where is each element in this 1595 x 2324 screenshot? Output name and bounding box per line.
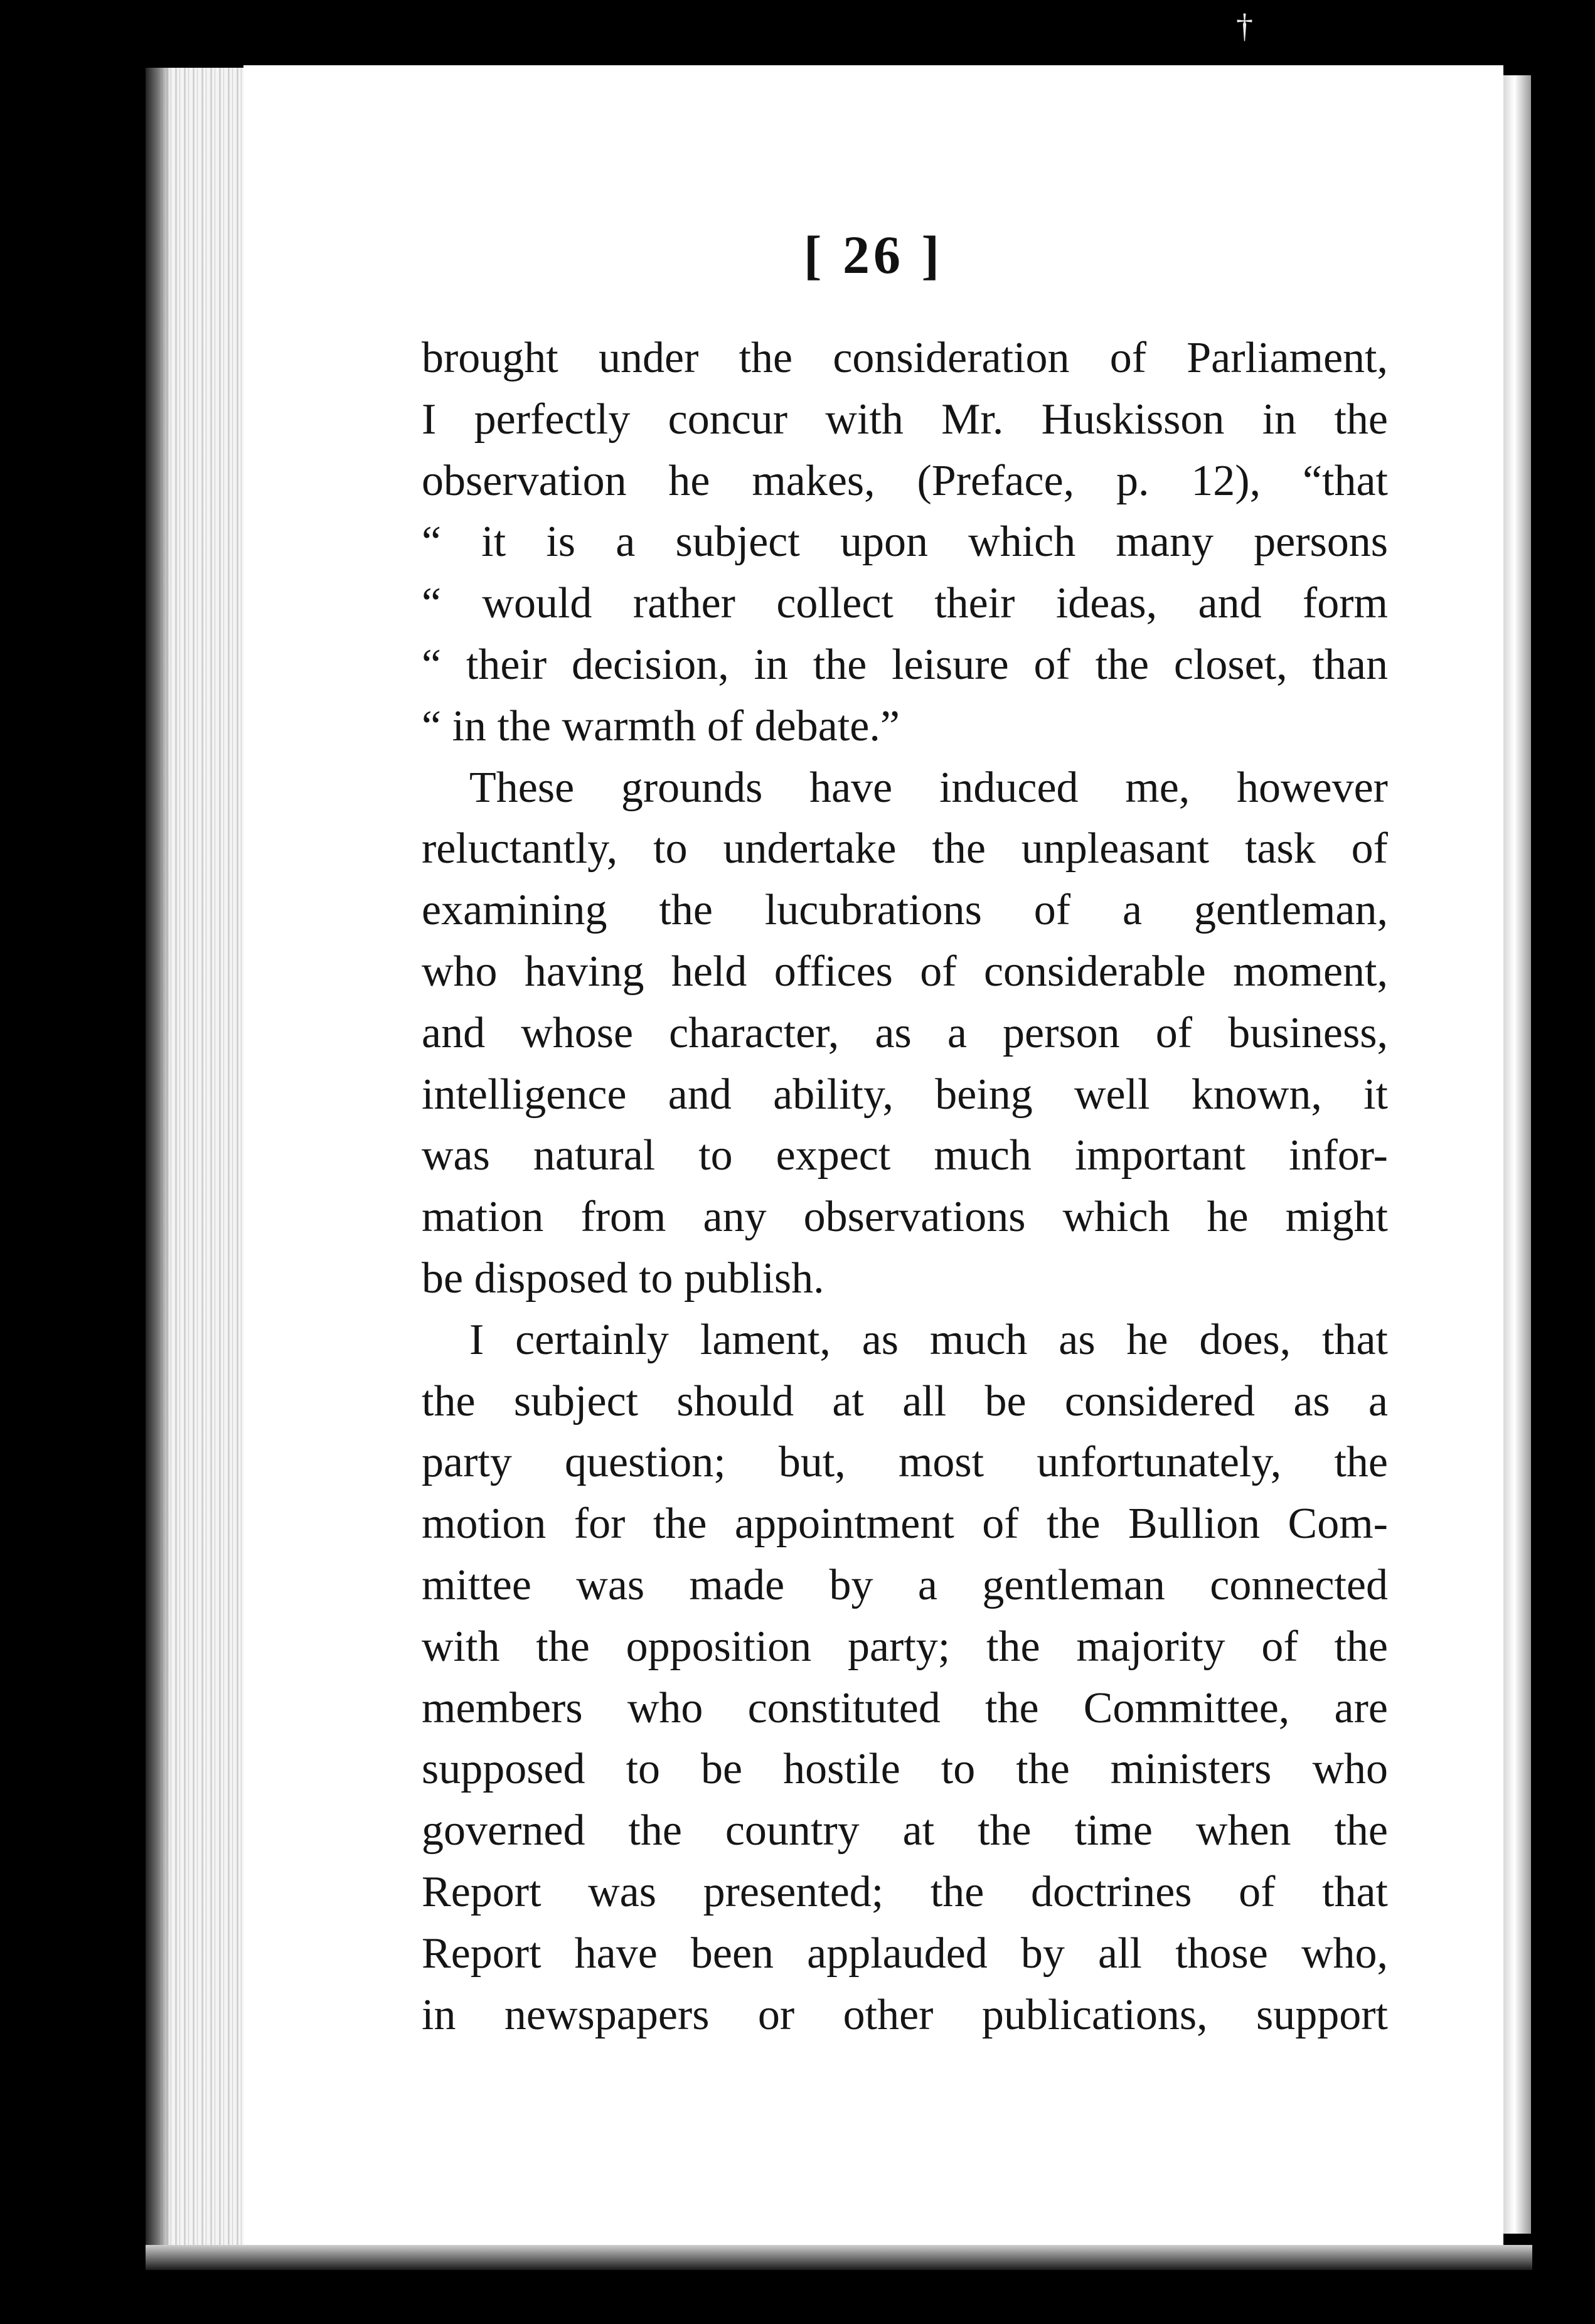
text-line: observation he makes, (Preface, p. 12), “that	[422, 456, 1388, 505]
bottom-board-edge	[146, 2245, 1532, 2270]
text-line: examining the lucubrations of a gentleman,	[422, 886, 1388, 935]
text-line: and whose character, as a person of business,	[422, 1008, 1388, 1057]
text-line: “ would rather collect their ideas, and form	[422, 579, 1388, 628]
text-line: “ their decision, in the leisure of the closet, than	[422, 640, 1388, 689]
text-line: with the opposition party; the majority of the	[422, 1622, 1388, 1671]
book-page	[243, 65, 1503, 2245]
page-edge-shadow	[146, 68, 171, 2245]
paragraph-first-line: I certainly lament, as much as he does, that	[469, 1315, 1388, 1364]
right-board-edge	[1503, 75, 1531, 2234]
text-line: Report have been applauded by all those who,	[422, 1929, 1388, 1978]
text-line: party question; but, most unfortunately, the	[422, 1438, 1388, 1487]
paragraph-first-line: These grounds have induced me, however	[469, 763, 1388, 812]
text-line: members who constituted the Committee, are	[422, 1683, 1388, 1732]
text-line: who having held offices of considerable moment,	[422, 947, 1388, 996]
text-line: governed the country at the time when the	[422, 1806, 1388, 1855]
top-mark: †	[1236, 7, 1253, 45]
text-line: in newspapers or other publications, support	[422, 1990, 1388, 2039]
page-number: [ 26 ]	[803, 225, 944, 285]
text-line: “ in the warmth of debate.”	[422, 701, 900, 750]
text-line: was natural to expect much important infor-	[422, 1131, 1388, 1180]
text-line: the subject should at all be considered as a	[422, 1377, 1388, 1426]
text-line: motion for the appointment of the Bullion Com-	[422, 1500, 1388, 1548]
text-line: reluctantly, to undertake the unpleasant task of	[422, 824, 1388, 873]
text-line: intelligence and ability, being well known, it	[422, 1070, 1388, 1119]
text-line: mation from any observations which he might	[422, 1193, 1388, 1242]
text-line: Report was presented; the doctrines of that	[422, 1867, 1388, 1916]
text-line: supposed to be hostile to the ministers who	[422, 1745, 1388, 1794]
text-line: “ it is a subject upon which many persons	[422, 518, 1388, 567]
text-line: brought under the consideration of Parliament,	[422, 334, 1388, 382]
text-line: mittee was made by a gentleman connected	[422, 1560, 1388, 1609]
text-line: I perfectly concur with Mr. Huskisson in the	[422, 395, 1388, 444]
body-text	[422, 328, 1388, 2045]
text-line: be disposed to publish.	[422, 1254, 824, 1303]
